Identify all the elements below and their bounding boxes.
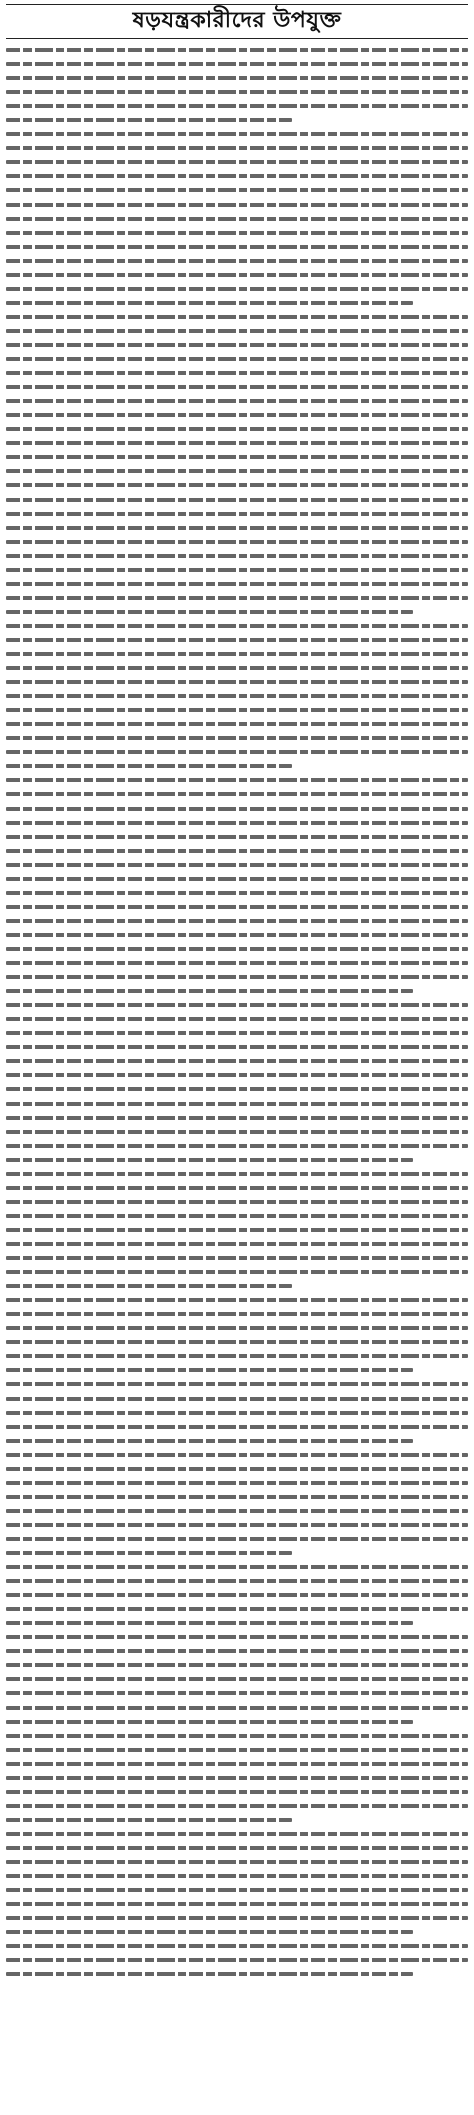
text-line (6, 1757, 468, 1771)
text-line (6, 352, 468, 366)
text-line (6, 1560, 468, 1574)
text-line (6, 1223, 468, 1237)
text-line (6, 1335, 468, 1349)
text-line (6, 282, 468, 296)
text-line (6, 1925, 468, 1939)
text-line (6, 1490, 468, 1504)
text-line (6, 493, 468, 507)
text-line (6, 1771, 468, 1785)
text-line (6, 254, 468, 268)
text-line (6, 1939, 468, 1953)
article-section (6, 1827, 468, 1939)
text-line (6, 1518, 468, 1532)
text-line (6, 57, 468, 71)
text-line (6, 998, 468, 1012)
text-line (6, 85, 468, 99)
text-line (6, 858, 468, 872)
text-line (6, 1377, 468, 1391)
text-line (6, 787, 468, 801)
text-line (6, 1181, 468, 1195)
text-line (6, 1686, 468, 1700)
text-line (6, 324, 468, 338)
text-line (6, 872, 468, 886)
text-line (6, 1054, 468, 1068)
text-line (6, 1574, 468, 1588)
text-line (6, 1729, 468, 1743)
text-line (6, 1321, 468, 1335)
text-line (6, 1448, 468, 1462)
article-body (6, 43, 468, 1981)
text-line (6, 1349, 468, 1363)
text-line (6, 1476, 468, 1490)
text-line (6, 127, 468, 141)
text-line (6, 1012, 468, 1026)
text-line (6, 169, 468, 183)
text-line (6, 1209, 468, 1223)
text-line (6, 830, 468, 844)
text-line (6, 1237, 468, 1251)
text-line (6, 1616, 468, 1630)
text-line (6, 1813, 468, 1827)
article-section (6, 1293, 468, 1377)
text-line (6, 1125, 468, 1139)
text-line (6, 1111, 468, 1125)
text-line (6, 1307, 468, 1321)
text-line (6, 1658, 468, 1672)
text-line (6, 1855, 468, 1869)
article-section (6, 127, 468, 310)
text-line (6, 1504, 468, 1518)
top-rule (6, 4, 468, 5)
text-line (6, 647, 468, 661)
text-line (6, 1602, 468, 1616)
text-line (6, 689, 468, 703)
text-line (6, 1406, 468, 1420)
text-line (6, 703, 468, 717)
text-line (6, 1363, 468, 1377)
text-line (6, 661, 468, 675)
article-section (6, 773, 468, 998)
text-line (6, 1434, 468, 1448)
text-line (6, 956, 468, 970)
text-line (6, 886, 468, 900)
article-section (6, 1377, 468, 1447)
text-line (6, 1462, 468, 1476)
text-line (6, 1097, 468, 1111)
text-line (6, 310, 468, 324)
text-line (6, 1265, 468, 1279)
text-line (6, 1532, 468, 1546)
text-line (6, 1911, 468, 1925)
text-line (6, 450, 468, 464)
text-line (6, 549, 468, 563)
text-line (6, 99, 468, 113)
text-line (6, 1841, 468, 1855)
article-section (6, 1939, 468, 1981)
text-line (6, 759, 468, 773)
text-line (6, 1040, 468, 1054)
text-line (6, 633, 468, 647)
article-section (6, 1729, 468, 1827)
text-line (6, 928, 468, 942)
text-line (6, 984, 468, 998)
text-line (6, 1743, 468, 1757)
text-line (6, 1279, 468, 1293)
text-line (6, 1251, 468, 1265)
text-line (6, 1715, 468, 1729)
text-line (6, 773, 468, 787)
text-line (6, 226, 468, 240)
text-line (6, 507, 468, 521)
article-section (6, 1560, 468, 1630)
text-line (6, 1630, 468, 1644)
text-line (6, 408, 468, 422)
text-line (6, 141, 468, 155)
headline-area (6, 4, 468, 39)
text-line (6, 436, 468, 450)
text-line (6, 366, 468, 380)
text-line (6, 1588, 468, 1602)
text-line (6, 745, 468, 759)
text-line (6, 914, 468, 928)
text-line (6, 1967, 468, 1981)
text-line (6, 155, 468, 169)
text-line (6, 1153, 468, 1167)
text-line (6, 1420, 468, 1434)
article-section (6, 310, 468, 619)
text-line (6, 619, 468, 633)
text-line (6, 113, 468, 127)
text-line (6, 240, 468, 254)
text-line (6, 535, 468, 549)
article-section (6, 43, 468, 127)
text-line (6, 717, 468, 731)
text-line (6, 296, 468, 310)
text-line (6, 521, 468, 535)
text-line (6, 1546, 468, 1560)
text-line (6, 198, 468, 212)
article-headline: ষড়যন্ত্রকারীদের উপযুক্ত (132, 8, 342, 33)
text-line (6, 212, 468, 226)
text-line (6, 71, 468, 85)
text-line (6, 675, 468, 689)
text-line (6, 1827, 468, 1841)
text-line (6, 338, 468, 352)
text-line (6, 563, 468, 577)
text-line (6, 1026, 468, 1040)
text-line (6, 1701, 468, 1715)
text-line (6, 422, 468, 436)
text-line (6, 1139, 468, 1153)
text-line (6, 942, 468, 956)
text-line (6, 1785, 468, 1799)
text-line (6, 1195, 468, 1209)
text-line (6, 268, 468, 282)
text-line (6, 464, 468, 478)
article-section (6, 619, 468, 774)
text-line (6, 1953, 468, 1967)
text-line (6, 577, 468, 591)
text-line (6, 1293, 468, 1307)
text-line (6, 380, 468, 394)
text-line (6, 478, 468, 492)
article-section (6, 1448, 468, 1560)
article-section (6, 998, 468, 1167)
text-line (6, 1392, 468, 1406)
text-line (6, 802, 468, 816)
text-line (6, 394, 468, 408)
text-line (6, 1869, 468, 1883)
article-section (6, 1167, 468, 1293)
text-line (6, 1799, 468, 1813)
text-line (6, 1883, 468, 1897)
text-line (6, 591, 468, 605)
text-line (6, 1082, 468, 1096)
text-line (6, 1672, 468, 1686)
text-line (6, 183, 468, 197)
text-line (6, 731, 468, 745)
text-line (6, 844, 468, 858)
text-line (6, 1167, 468, 1181)
text-line (6, 900, 468, 914)
text-line (6, 1897, 468, 1911)
text-line (6, 1068, 468, 1082)
text-line (6, 816, 468, 830)
text-line (6, 43, 468, 57)
article-section (6, 1630, 468, 1728)
text-line (6, 970, 468, 984)
text-line (6, 1644, 468, 1658)
text-line (6, 605, 468, 619)
